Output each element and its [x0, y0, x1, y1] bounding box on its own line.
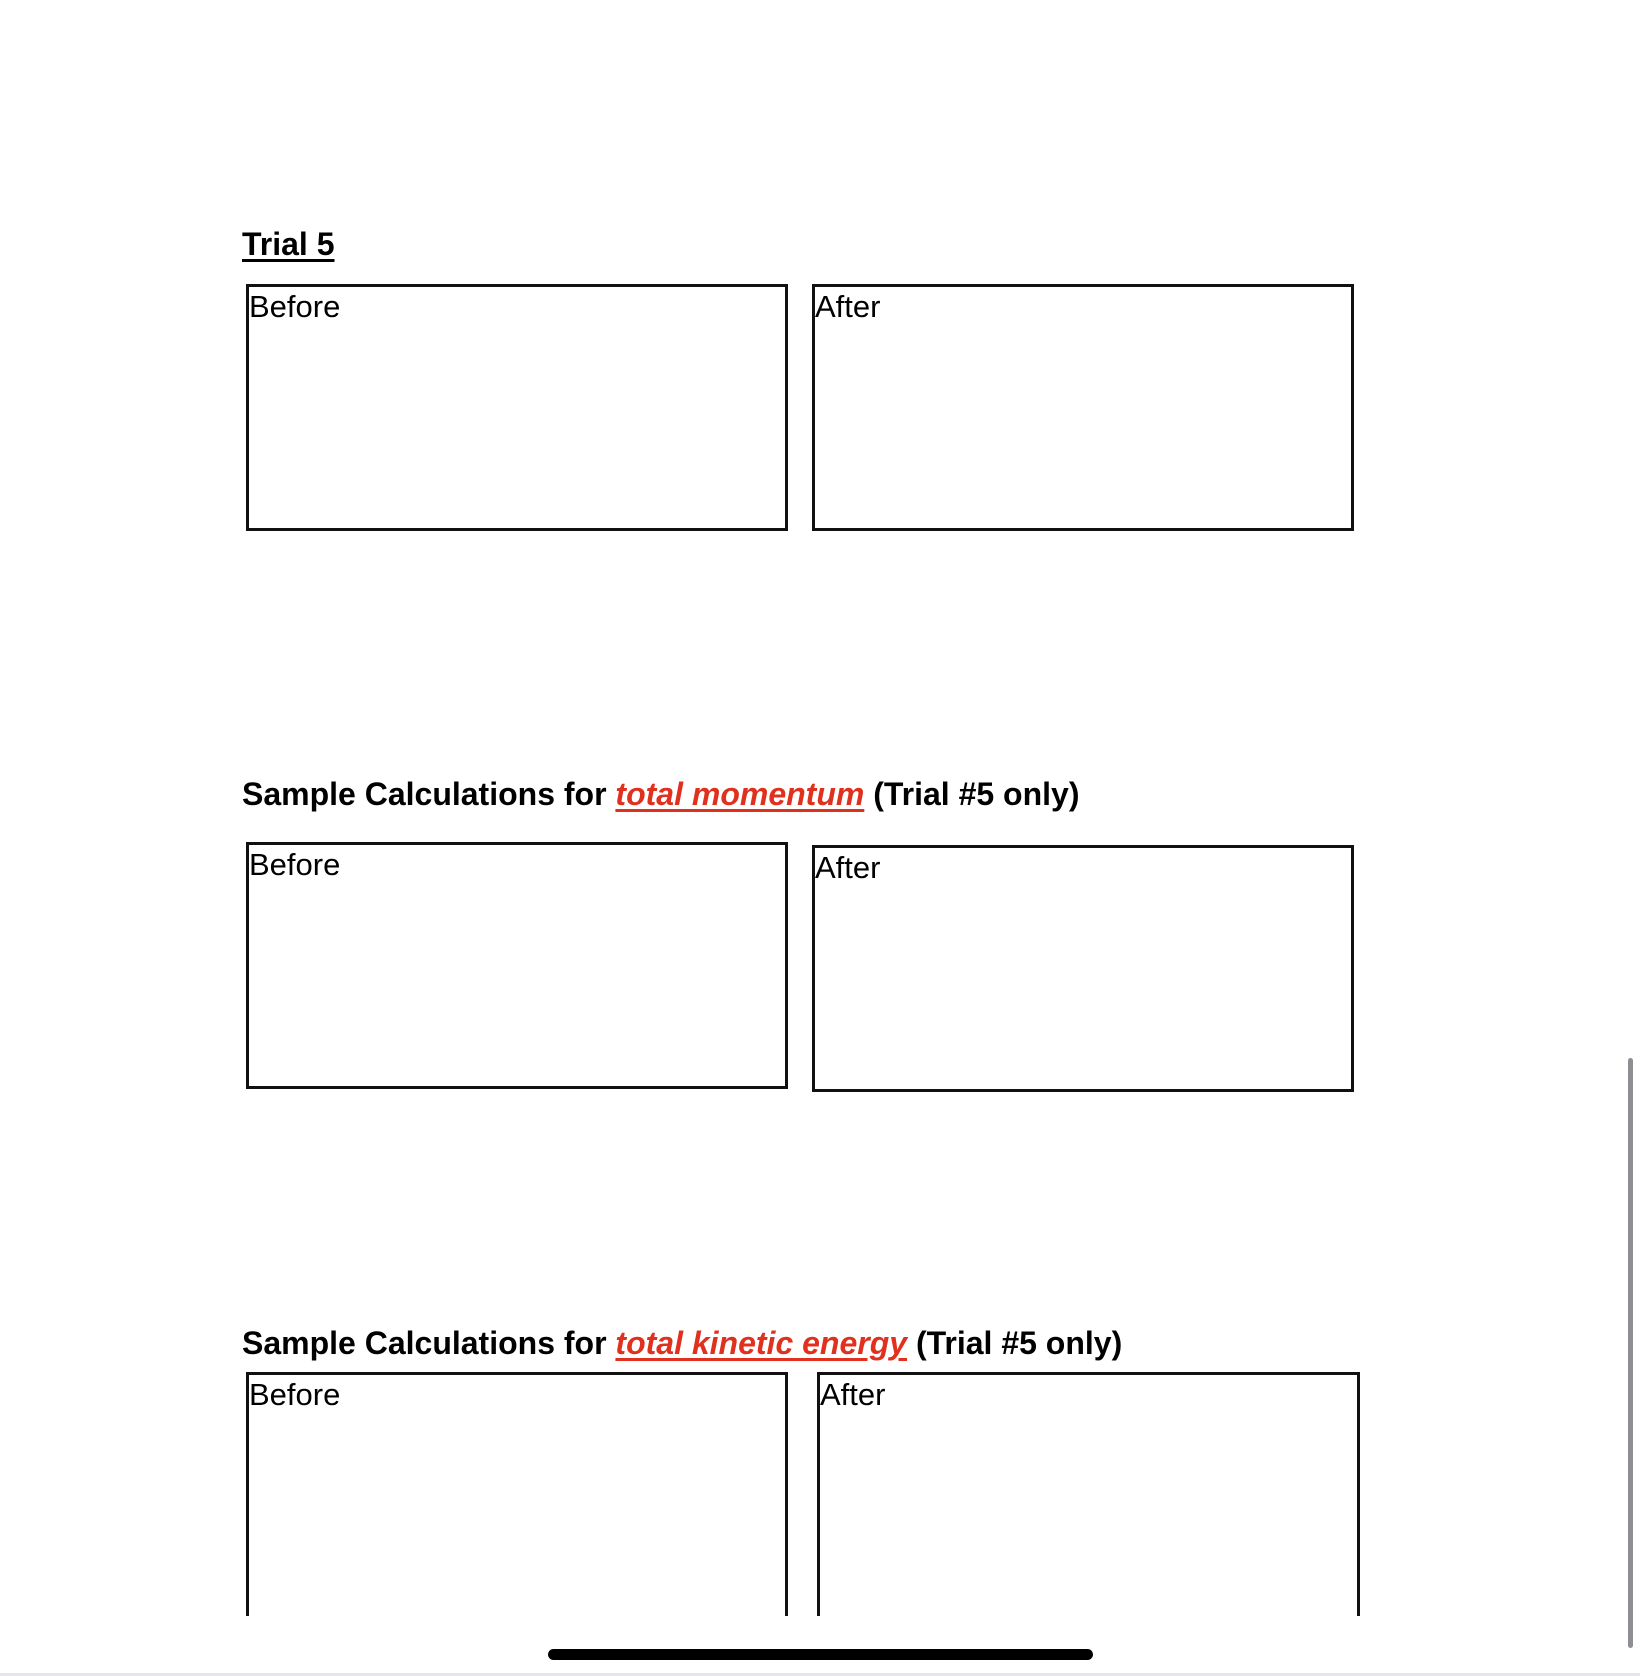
kinetic-energy-heading	[242, 1327, 1122, 1359]
trial-before-box[interactable]	[246, 284, 788, 531]
kinetic-energy-after-label: After	[820, 1377, 886, 1412]
trial-before-label: Before	[249, 289, 341, 324]
home-indicator[interactable]	[548, 1649, 1093, 1660]
momentum-after-box[interactable]	[812, 845, 1354, 1092]
momentum-heading-suffix: (Trial #5 only)	[864, 776, 1080, 812]
trial-after-box[interactable]	[812, 284, 1354, 531]
momentum-before-label: Before	[249, 847, 341, 882]
trial-heading: Trial 5	[242, 226, 335, 262]
kinetic-energy-heading-emphasis: total kinetic energy	[615, 1325, 908, 1361]
kinetic-energy-heading-suffix: (Trial #5 only)	[907, 1325, 1123, 1361]
momentum-before-box[interactable]	[246, 842, 788, 1089]
momentum-after-label: After	[815, 850, 881, 885]
momentum-heading	[242, 778, 1079, 810]
momentum-heading-emphasis: total momentum	[615, 776, 865, 812]
vertical-scrollbar[interactable]	[1628, 1058, 1633, 1648]
kinetic-energy-after-box[interactable]	[817, 1372, 1360, 1616]
kinetic-energy-before-box[interactable]	[246, 1372, 788, 1616]
trial-after-label: After	[815, 289, 881, 324]
momentum-heading-prefix: Sample Calculations for	[242, 776, 616, 812]
kinetic-energy-heading-prefix: Sample Calculations for	[242, 1325, 616, 1361]
kinetic-energy-before-label: Before	[249, 1377, 341, 1412]
